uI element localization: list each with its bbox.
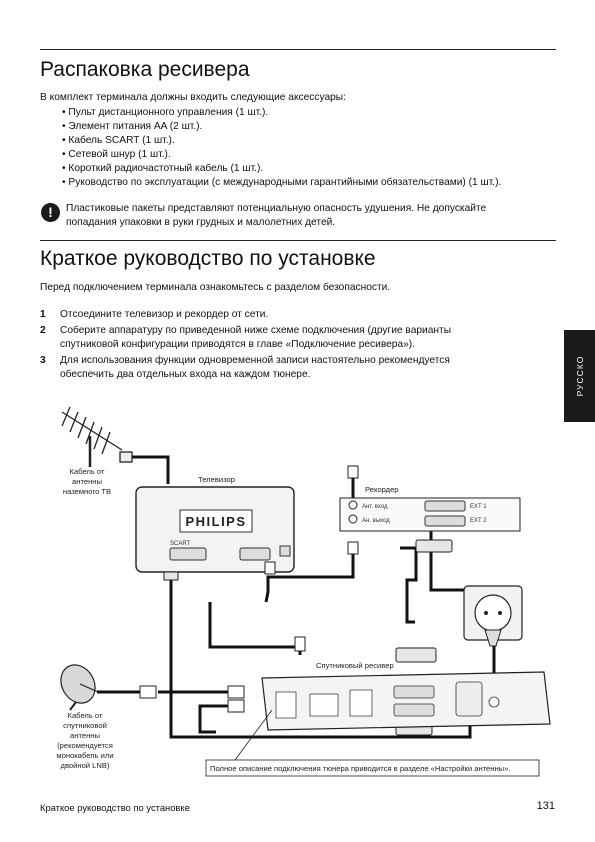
top-rule: [40, 49, 556, 50]
step-item: [40, 354, 451, 382]
step-text: обеспечить два отдельных входа на каждом тюнере.: [60, 369, 311, 380]
terrestrial-antenna-icon: [62, 407, 132, 467]
warning-text-line2: попадания упаковки в руки грудных и малолетних детей.: [66, 217, 336, 228]
dish-label-line4: (рекомендуется: [57, 741, 113, 750]
language-tab-label: РУССКО: [574, 355, 585, 397]
accessory-list: [62, 106, 501, 190]
dish-label-line3: антенны: [70, 731, 100, 740]
list-item: • Кабель SCART (1 шт.).: [62, 134, 501, 148]
callout-line: [235, 710, 272, 760]
section1-title: Распаковка ресивера: [40, 58, 250, 81]
step-item: [40, 308, 451, 322]
wall-socket-icon: [464, 586, 522, 646]
dish-label-line6: двойной LNB): [60, 761, 110, 770]
warning-icon: !: [41, 203, 60, 222]
section1-intro: В комплект терминала должны входить следующие аксессуары:: [40, 92, 346, 103]
dish-label-line1: Кабель от: [67, 711, 103, 720]
step-text: Отсоедините телевизор и рекордер от сети.: [60, 309, 269, 320]
step-number: 3: [40, 355, 46, 366]
ext2-label: EXT 2: [470, 518, 487, 524]
note-text: Полное описание подключения тюнера приводится в разделе «Настройки антенны».: [210, 764, 511, 773]
footer-section-title: Краткое руководство по установке: [40, 802, 190, 813]
tv-brand: PHILIPS: [185, 514, 247, 529]
page-number: 131: [536, 800, 555, 812]
list-item: • Элемент питания AA (2 шт.).: [62, 120, 501, 134]
antenna-label-line1: Кабель от: [69, 467, 105, 476]
list-item: • Короткий радиочастотный кабель (1 шт.).: [62, 162, 501, 176]
step-item: [40, 324, 451, 352]
section2-rule: [40, 240, 556, 241]
ext1-label: EXT 1: [470, 504, 487, 510]
ant-out-label: Ан. выход: [362, 518, 390, 524]
recorder-icon: [340, 498, 520, 531]
dish-label-line5: монокабель или: [56, 751, 114, 760]
language-tab: [564, 330, 595, 422]
section2-intro: Перед подключением терминала ознакомьтесь с разделом безопасности.: [40, 282, 391, 293]
tv-icon: [136, 487, 294, 572]
step-text: Для использования функции одновременной записи настоятельно рекомендуется: [60, 355, 450, 366]
list-item: • Руководство по эксплуатации (с международными гарантийными обязательствами) (1 шт.).: [62, 176, 501, 190]
satellite-receiver-icon: [262, 672, 550, 730]
step-text: Соберите аппаратуру по приведенной ниже схеме подключения (другие варианты: [60, 325, 452, 336]
recorder-label: Рекордер: [365, 485, 399, 494]
antenna-label-line3: наземного ТВ: [62, 487, 112, 496]
ant-in-label: Ант. вход: [362, 504, 388, 510]
antenna-label-line2: антенны: [72, 477, 102, 486]
step-number: 2: [40, 325, 46, 336]
step-text: спутниковой конфигурации приводятся в главе «Подключение ресивера»).: [60, 339, 416, 350]
connection-diagram: [40, 392, 555, 790]
tv-scart-label: SCART: [170, 541, 191, 547]
install-steps: [40, 308, 451, 384]
dish-label-line2: спутниковой: [63, 721, 107, 730]
section2-title: Краткое руководство по установке: [40, 247, 376, 270]
list-item: • Сетевой шнур (1 шт.).: [62, 148, 501, 162]
tv-label: Телевизор: [198, 475, 235, 484]
list-item: • Пульт дистанционного управления (1 шт.).: [62, 106, 501, 120]
receiver-label: Спутниковый ресивер: [316, 661, 394, 670]
warning-text-line1: Пластиковые пакеты представляют потенциальную опасность удушения. Не допускайте: [66, 203, 487, 214]
step-number: 1: [40, 309, 46, 320]
satellite-dish-icon: [54, 659, 102, 710]
